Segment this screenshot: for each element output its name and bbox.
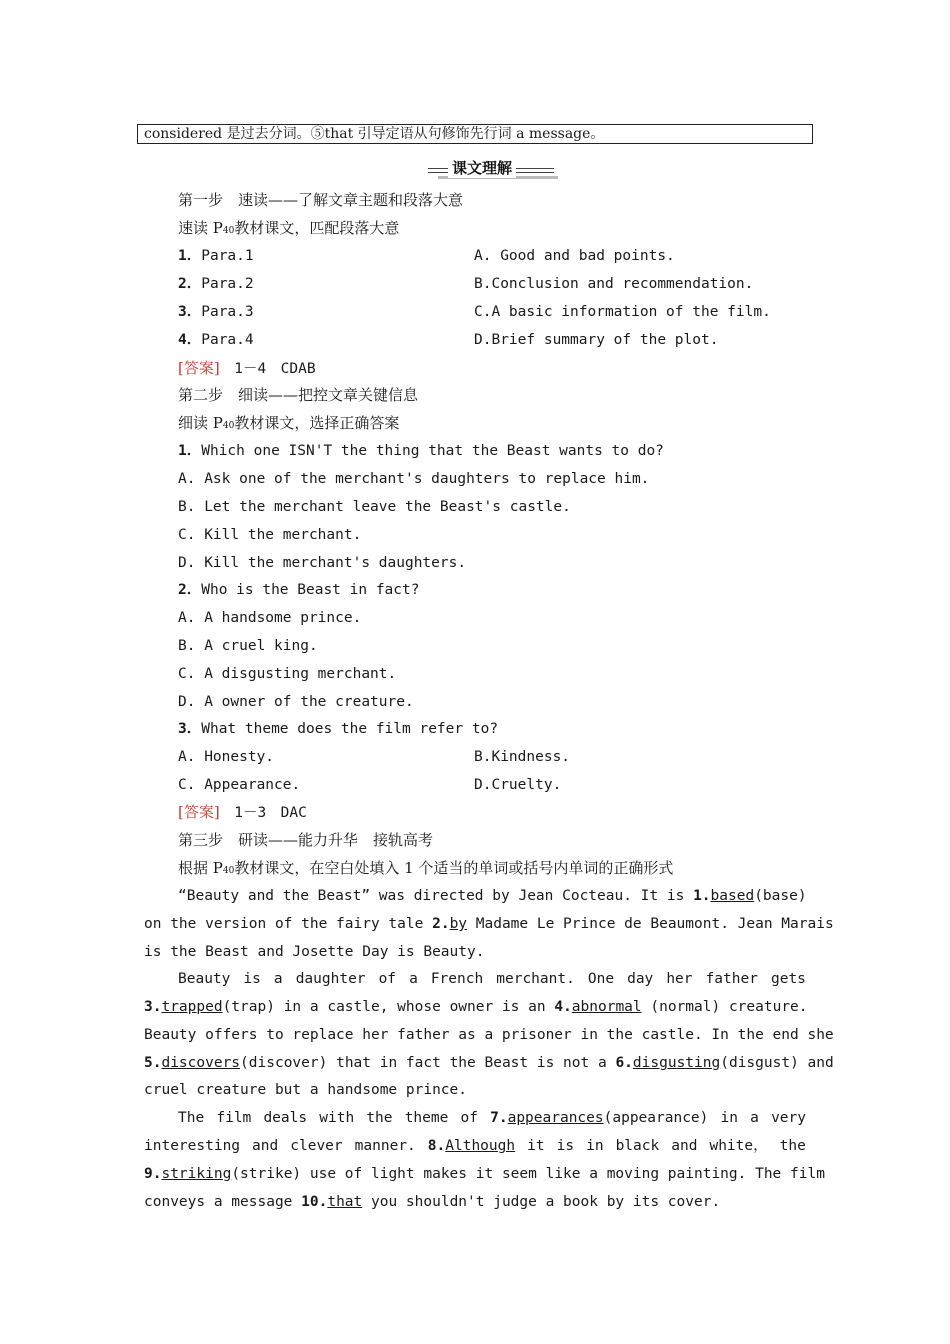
option: D. A owner of the creature. bbox=[178, 694, 414, 710]
match-item: 2．Para.2 bbox=[178, 276, 254, 292]
passage-line: on the version of the fairy tale 2.by Madame Le Prince de Beaumont. Jean Marais bbox=[144, 916, 834, 932]
option: D.Cruelty. bbox=[474, 777, 562, 793]
match-item: 3．Para.3 bbox=[178, 304, 254, 320]
blank-answer: striking bbox=[161, 1166, 232, 1182]
blank-answer: by bbox=[449, 916, 468, 932]
passage-line: is the Beast and Josette Day is Beauty. bbox=[144, 944, 485, 960]
passage-line: The film deals with the theme of 7.appearances(appearance) in a very bbox=[178, 1110, 806, 1126]
section-heading bbox=[428, 158, 554, 180]
blank-answer: discovers bbox=[161, 1055, 241, 1071]
step2-title: 第二步 细读——把控文章关键信息 bbox=[178, 386, 419, 404]
passage-line: 5.discovers(discover) that in fact the Beast is not a 6.disgusting(disgust) and bbox=[144, 1055, 834, 1071]
step1-title: 第一步 速读——了解文章主题和段落大意 bbox=[178, 191, 464, 209]
passage-line: cruel creature but a handsome prince. bbox=[144, 1082, 468, 1098]
question-1: 1．Which one ISN'T the thing that the Beast wants to do? bbox=[178, 443, 664, 459]
option: A. A handsome prince. bbox=[178, 610, 362, 626]
match-option: A. Good and bad points. bbox=[474, 248, 675, 264]
passage-line: “Beauty and the Beast” was directed by Jean Cocteau. It is 1.based(base) bbox=[178, 888, 807, 904]
option: B.Kindness. bbox=[474, 749, 571, 765]
blank-answer: trapped bbox=[161, 999, 223, 1015]
passage-line: Beauty is a daughter of a French merchant. One day her father gets bbox=[178, 971, 806, 987]
match-option: B.Conclusion and recommendation. bbox=[474, 276, 754, 292]
passage-line: 3.trapped(trap) in a castle, whose owner is an 4.abnormal (normal) creature. bbox=[144, 999, 808, 1015]
option: B. A cruel king. bbox=[178, 638, 318, 654]
match-option: D.Brief summary of the plot. bbox=[474, 332, 719, 348]
option: C. Kill the merchant. bbox=[178, 527, 362, 543]
step3-title: 第三步 研读——能力升华 接轨高考 bbox=[178, 831, 434, 849]
blank-answer: appearances bbox=[507, 1110, 604, 1126]
step3-instruction: 根据 P40教材课文，在空白处填入 1 个适当的单词或括号内单词的正确形式 bbox=[178, 859, 674, 877]
match-option: C.A basic information of the film. bbox=[474, 304, 771, 320]
blank-answer: disgusting bbox=[632, 1055, 721, 1071]
passage-line: interesting and clever manner. 8.Although it is in black and white， the bbox=[144, 1138, 806, 1154]
step1-answer: [答案] 1－4 CDAB bbox=[178, 359, 316, 377]
option: C. A disgusting merchant. bbox=[178, 666, 397, 682]
note-box: considered 是过去分词。⑤that 引导定语从句修饰先行词 a message。 bbox=[137, 124, 813, 144]
option: B. Let the merchant leave the Beast's castle. bbox=[178, 499, 571, 515]
match-item: 4．Para.4 bbox=[178, 332, 254, 348]
match-item: 1．Para.1 bbox=[178, 248, 254, 264]
question-3: 3．What theme does the film refer to? bbox=[178, 721, 499, 737]
option: A. Ask one of the merchant's daughters to replace him. bbox=[178, 471, 650, 487]
passage-line: conveys a message 10.that you shouldn't judge a book by its cover. bbox=[144, 1194, 721, 1210]
passage-line: 9.striking(strike) use of light makes it seem like a moving painting. The film bbox=[144, 1166, 825, 1182]
passage-line: Beauty offers to replace her father as a prisoner in the castle. In the end she bbox=[144, 1027, 834, 1043]
step2-answer: [答案] 1－3 DAC bbox=[178, 803, 307, 821]
option: A. Honesty. bbox=[178, 749, 275, 765]
blank-answer: based bbox=[710, 888, 755, 904]
blank-answer: Although bbox=[445, 1138, 516, 1154]
option: D. Kill the merchant's daughters. bbox=[178, 555, 467, 571]
option: C. Appearance. bbox=[178, 777, 301, 793]
step2-instruction: 细读 P40教材课文，选择正确答案 bbox=[178, 414, 400, 432]
blank-answer: that bbox=[327, 1194, 363, 1210]
step1-instruction: 速读 P40教材课文，匹配段落大意 bbox=[178, 219, 400, 237]
blank-answer: abnormal bbox=[571, 999, 642, 1015]
question-2: 2．Who is the Beast in fact? bbox=[178, 582, 420, 598]
section-title: 课文理解 bbox=[448, 158, 516, 178]
